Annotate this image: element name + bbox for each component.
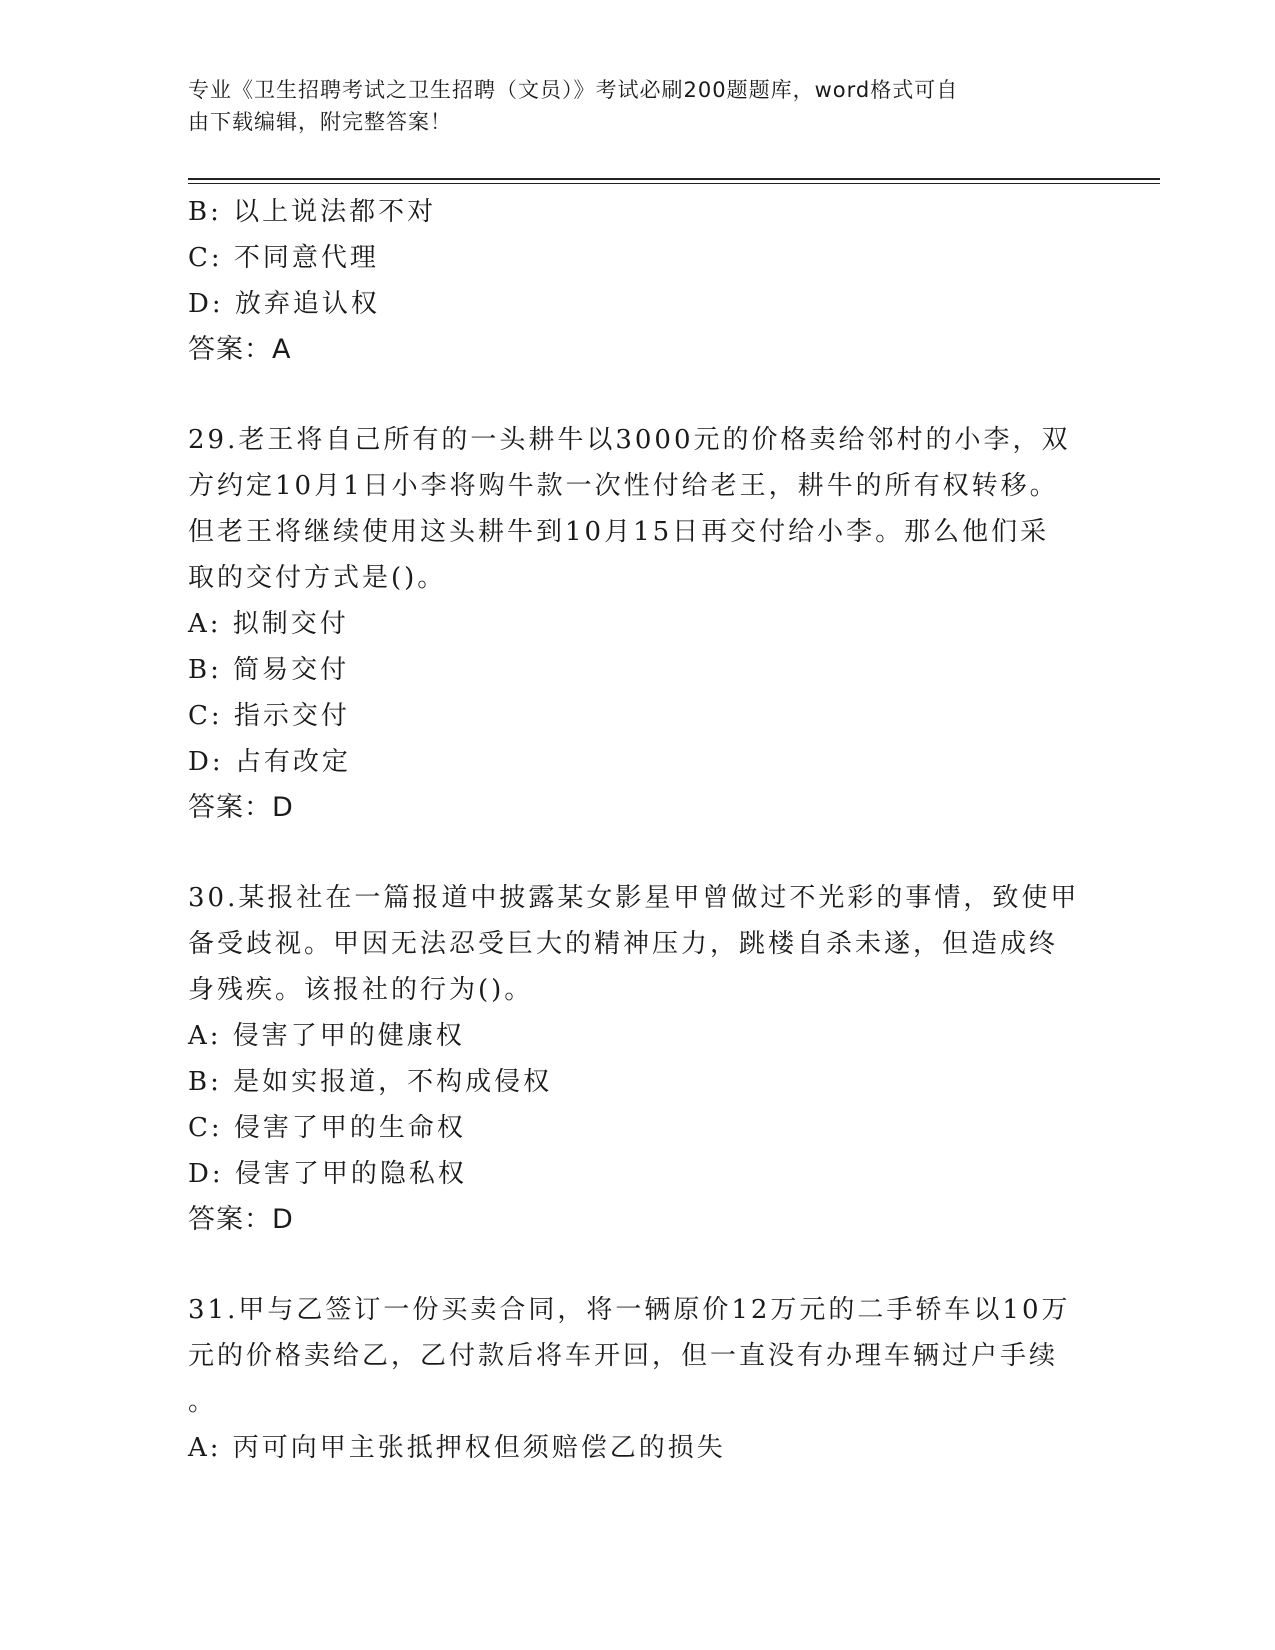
option-c: C: 侵害了甲的生命权	[188, 1113, 466, 1143]
question-stem-line: 元的价格卖给乙，乙付款后将车开回，但一直没有办理车辆过户手续	[188, 1341, 1059, 1371]
document-body	[188, 189, 1088, 1471]
option-a: A: 侵害了甲的健康权	[188, 1021, 465, 1051]
question-28	[188, 189, 1088, 373]
header-line-1: 专业《卫生招聘考试之卫生招聘（文员）》考试必刷200题题库，word格式可自	[188, 78, 959, 102]
option-d: D: 侵害了甲的隐私权	[188, 1159, 467, 1189]
question-stem-line: 身残疾。该报社的行为()。	[188, 975, 534, 1005]
question-stem-line: 取的交付方式是()。	[188, 563, 447, 593]
question-stem-line: 但老王将继续使用这头耕牛到10月15日再交付给小李。那么他们采	[188, 517, 1050, 547]
option-b: B: 是如实报道，不构成侵权	[188, 1067, 553, 1097]
option-b: B: 简易交付	[188, 655, 350, 685]
question-stem-line: 29.老王将自己所有的一头耕牛以3000元的价格卖给邻村的小李，双	[188, 425, 1071, 455]
answer: 答案：A	[188, 334, 292, 365]
header-rule-thick	[188, 178, 1160, 180]
question-stem-line: 。	[188, 1387, 218, 1417]
document-header	[188, 74, 1068, 138]
option-d: D: 放弃追认权	[188, 289, 380, 319]
option-a: A: 拟制交付	[188, 609, 349, 639]
question-29	[188, 417, 1088, 831]
option-c: C: 指示交付	[188, 701, 350, 731]
answer: 答案：D	[188, 1204, 294, 1235]
answer: 答案：D	[188, 792, 294, 823]
option-b: B: 以上说法都不对	[188, 197, 437, 227]
question-31	[188, 1287, 1088, 1471]
question-stem-line: 方约定10月1日小李将购牛款一次性付给老王，耕牛的所有权转移。	[188, 471, 1059, 501]
header-line-2: 由下载编辑，附完整答案！	[188, 110, 452, 134]
question-stem-line: 31.甲与乙签订一份买卖合同，将一辆原价12万元的二手轿车以10万	[188, 1295, 1071, 1325]
question-30	[188, 875, 1088, 1243]
question-stem-line: 备受歧视。甲因无法忍受巨大的精神压力，跳楼自杀未遂，但造成终	[188, 929, 1059, 959]
option-d: D: 占有改定	[188, 747, 351, 777]
question-stem-line: 30.某报社在一篇报道中披露某女影星甲曾做过不光彩的事情，致使甲	[188, 883, 1080, 913]
header-rule-thin	[188, 183, 1160, 184]
option-a: A: 丙可向甲主张抵押权但须赔偿乙的损失	[188, 1433, 726, 1463]
option-c: C: 不同意代理	[188, 243, 379, 273]
